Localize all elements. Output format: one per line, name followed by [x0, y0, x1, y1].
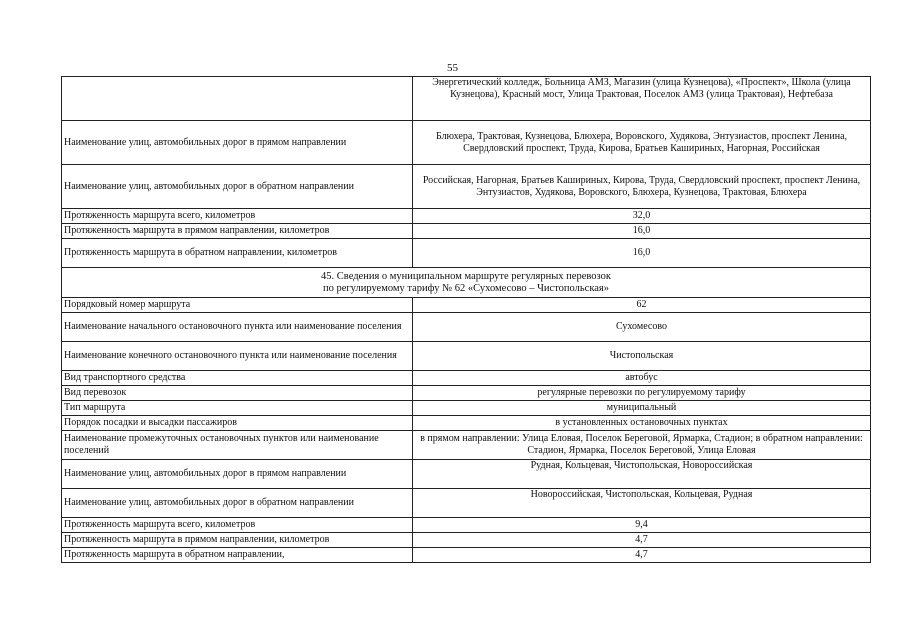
section-heading-row: [62, 268, 871, 298]
row-value: в установленных остановочных пунктах: [413, 416, 871, 431]
row-value: 16,0: [413, 239, 871, 268]
row-value: Сухомесово: [413, 313, 871, 342]
row-label: Протяженность маршрута в прямом направлении, километров: [62, 533, 413, 548]
row-label: Порядок посадки и высадки пассажиров: [62, 416, 413, 431]
row-value: Чистопольская: [413, 342, 871, 371]
row-label: Протяженность маршрута в обратном направлении,: [62, 548, 413, 563]
row-value: муниципальный: [413, 401, 871, 416]
row-label: Тип маршрута: [62, 401, 413, 416]
table-row-transport-kind: [62, 386, 871, 401]
row-label: Вид перевозок: [62, 386, 413, 401]
section-heading: [62, 268, 871, 298]
row-label: Вид транспортного средства: [62, 371, 413, 386]
row-value: 32,0: [413, 209, 871, 224]
row-label: Наименование улиц, автомобильных дорог в прямом направлении: [62, 460, 413, 489]
row-value: 9,4: [413, 518, 871, 533]
section-heading-line-1: 45. Сведения о муниципальном маршруте регулярных перевозок: [321, 270, 611, 282]
row-label: Наименование улиц, автомобильных дорог в обратном направлении: [62, 165, 413, 209]
table-row-length-forward: [62, 533, 871, 548]
row-value: Блюхера, Трактовая, Кузнецова, Блюхера, Воровского, Худякова, Энтузиастов, проспект Ленина, Свердловский проспект, Труда, Кирова, Братьев Кашириных, Нагорная, Российская: [413, 121, 871, 165]
row-label: Наименование промежуточных остановочных пунктов или наименование поселений: [62, 431, 413, 460]
row-value: Новороссийская, Чистопольская, Кольцевая, Рудная: [413, 489, 871, 518]
row-value: Рудная, Кольцевая, Чистопольская, Новороссийская: [413, 460, 871, 489]
row-label: Протяженность маршрута всего, километров: [62, 209, 413, 224]
row-value: в прямом направлении: Улица Еловая, Поселок Береговой, Ярмарка, Стадион; в обратном направлении: Стадион, Ярмарка, Поселок Береговой, Улица Еловая: [413, 431, 871, 460]
row-label: Протяженность маршрута всего, километров: [62, 518, 413, 533]
table-row-length-forward: [62, 224, 871, 239]
row-label: Наименование улиц, автомобильных дорог в обратном направлении: [62, 489, 413, 518]
table-row-length-backward: [62, 239, 871, 268]
row-label: Наименование начального остановочного пункта или наименование поселения: [62, 313, 413, 342]
row-value: Энергетический колледж, Больница АМЗ, Магазин (улица Кузнецова), «Проспект», Школа (улица Кузнецова), Красный мост, Улица Трактовая, Поселок АМЗ (улица Трактовая), Нефтебаза: [413, 77, 871, 121]
table-row-streets-backward: [62, 165, 871, 209]
table-row-length-total: [62, 209, 871, 224]
table-row-streets-backward: [62, 489, 871, 518]
section-heading-line-2: по регулируемому тарифу № 62 «Сухомесово – Чистопольская»: [322, 282, 610, 294]
row-value: Российская, Нагорная, Братьев Кашириных, Кирова, Труда, Свердловский проспект, проспект Ленина, Энтузиастов, Худякова, Воровского, Блюхера, Кузнецова, Трактовая, Блюхера: [413, 165, 871, 209]
table-row-streets-forward: [62, 460, 871, 489]
table-row-length-backward: [62, 548, 871, 563]
table-row-route-number: [62, 298, 871, 313]
row-value: регулярные перевозки по регулируемому тарифу: [413, 386, 871, 401]
table-row-boarding-order: [62, 416, 871, 431]
row-value: 16,0: [413, 224, 871, 239]
row-label: Протяженность маршрута в обратном направлении, километров: [62, 239, 413, 268]
table-row-streets-forward: [62, 121, 871, 165]
row-value: автобус: [413, 371, 871, 386]
row-label: [62, 77, 413, 121]
row-value: 4,7: [413, 533, 871, 548]
table-row-intermediate-stops-continued: [62, 77, 871, 121]
table-row-end-stop: [62, 342, 871, 371]
table-row-intermediate-stops: [62, 431, 871, 460]
row-label: Наименование конечного остановочного пункта или наименование поселения: [62, 342, 413, 371]
table-row-length-total: [62, 518, 871, 533]
page-number: 55: [447, 62, 458, 74]
table-row-start-stop: [62, 313, 871, 342]
row-value: 62: [413, 298, 871, 313]
table-row-route-type: [62, 401, 871, 416]
route-info-table: [61, 76, 871, 563]
table-row-vehicle-type: [62, 371, 871, 386]
row-value: 4,7: [413, 548, 871, 563]
row-label: Наименование улиц, автомобильных дорог в прямом направлении: [62, 121, 413, 165]
row-label: Порядковый номер маршрута: [62, 298, 413, 313]
row-label: Протяженность маршрута в прямом направлении, километров: [62, 224, 413, 239]
